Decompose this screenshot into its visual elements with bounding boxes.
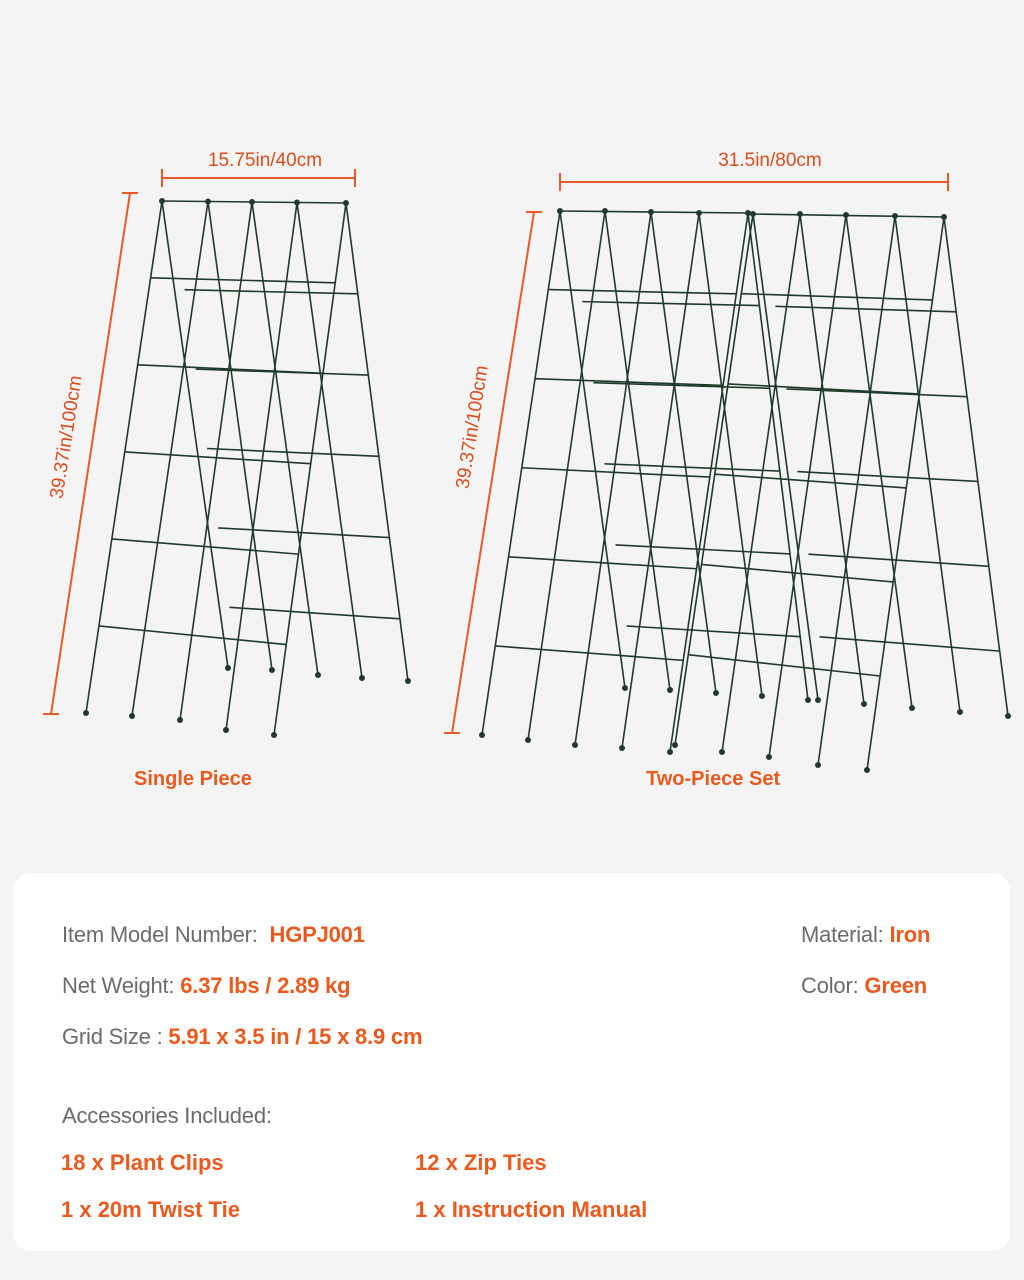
- wire-end: [573, 743, 577, 747]
- back-rung: [229, 607, 400, 619]
- back-rung: [604, 464, 779, 471]
- wire-end: [844, 213, 848, 217]
- wire-end: [668, 750, 672, 754]
- wire-end: [316, 673, 320, 677]
- back-leg: [800, 214, 864, 704]
- back-rung: [185, 290, 358, 294]
- specs-card: [13, 873, 1010, 1251]
- back-leg: [944, 217, 1008, 716]
- wire-end: [816, 763, 820, 767]
- back-leg: [252, 202, 318, 675]
- accessory-item: 12 x Zip Ties: [415, 1150, 547, 1175]
- color-label: Color:: [801, 973, 859, 998]
- back-leg: [753, 214, 818, 700]
- back-rung: [207, 449, 379, 457]
- wire-end: [620, 746, 624, 750]
- net-weight-label: Net Weight:: [62, 973, 175, 998]
- wire-end: [767, 755, 771, 759]
- back-rung: [627, 626, 801, 637]
- set-width-label: 31.5in/80cm: [718, 150, 822, 171]
- single-piece-trellis: [84, 199, 410, 737]
- front-rung: [702, 564, 894, 582]
- front-rung: [522, 468, 710, 477]
- material-label: Material:: [801, 922, 884, 947]
- wire-end: [160, 199, 164, 203]
- wire-end: [893, 214, 897, 218]
- wire-end: [862, 702, 866, 706]
- back-rung: [196, 369, 369, 375]
- wire-end: [806, 698, 810, 702]
- model-number-label: Item Model Number:: [62, 922, 258, 947]
- wire-end: [178, 718, 182, 722]
- two-piece-set-caption: Two-Piece Set: [646, 768, 781, 790]
- single-width-dimension: [162, 169, 355, 187]
- back-rung: [797, 472, 977, 482]
- wire-end: [603, 209, 607, 213]
- single-piece-caption: Single Piece: [134, 768, 252, 790]
- wire-end: [344, 201, 348, 205]
- wire-end: [406, 679, 410, 683]
- wire-end: [668, 688, 672, 692]
- color-value: Green: [864, 973, 928, 998]
- grid-size-label: Grid Size :: [62, 1024, 163, 1049]
- back-rung: [775, 306, 956, 311]
- back-rung: [786, 389, 967, 397]
- back-leg: [297, 203, 362, 679]
- wire-end: [224, 728, 228, 732]
- wire-end: [746, 211, 750, 215]
- front-rung: [688, 655, 880, 676]
- back-leg: [846, 215, 912, 708]
- wire-end: [865, 768, 869, 772]
- accessories-title: Accessories Included:: [62, 1103, 272, 1128]
- net-weight-value: 6.37 lbs / 2.89 kg: [180, 973, 351, 998]
- wire-end: [250, 200, 254, 204]
- set-height-label: 39.37in/100cm: [452, 363, 493, 491]
- accessory-item: 1 x Instruction Manual: [415, 1197, 648, 1222]
- wire-end: [816, 698, 820, 702]
- wire-end: [226, 666, 230, 670]
- single-width-label: 15.75in/40cm: [207, 150, 323, 171]
- wire-end: [760, 694, 764, 698]
- back-rung: [218, 528, 389, 538]
- back-leg: [748, 213, 808, 700]
- model-number-value: HGPJ001: [269, 922, 365, 947]
- wire-end: [798, 212, 802, 216]
- wire-end: [649, 210, 653, 214]
- grid-size-value: 5.91 x 3.5 in / 15 x 8.9 cm: [168, 1024, 423, 1049]
- back-leg: [346, 203, 408, 681]
- accessory-item: 1 x 20m Twist Tie: [61, 1197, 240, 1222]
- wire-end: [910, 706, 914, 710]
- back-rung: [820, 637, 1000, 651]
- back-leg: [895, 216, 960, 712]
- material-row: [801, 922, 930, 948]
- wire-end: [360, 676, 364, 680]
- grid-size-row: [62, 1024, 422, 1050]
- wire-end: [720, 750, 724, 754]
- wire-end: [958, 710, 962, 714]
- single-height-label: 39.37in/100cm: [46, 373, 87, 501]
- accessory-item: 18 x Plant Clips: [61, 1150, 224, 1175]
- back-leg: [699, 213, 762, 696]
- wire-end: [697, 211, 701, 215]
- two-piece-set-trellis: [480, 209, 1010, 772]
- wire-end: [130, 714, 134, 718]
- wire-end: [480, 733, 484, 737]
- set-width-dimension: [560, 173, 948, 191]
- wire-end: [526, 738, 530, 742]
- wire-end: [270, 668, 274, 672]
- wire-end: [714, 691, 718, 695]
- color-row: [801, 973, 927, 999]
- front-rung: [509, 557, 697, 569]
- wire-end: [295, 200, 299, 204]
- wire-end: [751, 212, 755, 216]
- front-rung: [548, 290, 736, 294]
- back-rung: [809, 554, 989, 566]
- front-rung: [741, 294, 932, 300]
- wire-end: [558, 209, 562, 213]
- wire-end: [206, 199, 210, 203]
- wire-end: [942, 215, 946, 219]
- back-rung: [582, 302, 759, 306]
- wire-end: [272, 733, 276, 737]
- wire-end: [623, 686, 627, 690]
- wire-end: [84, 711, 88, 715]
- wire-end: [1006, 714, 1010, 718]
- net-weight-row: [62, 973, 350, 999]
- wire-end: [673, 743, 677, 747]
- model-number-row: [62, 922, 365, 948]
- material-value: Iron: [889, 922, 931, 947]
